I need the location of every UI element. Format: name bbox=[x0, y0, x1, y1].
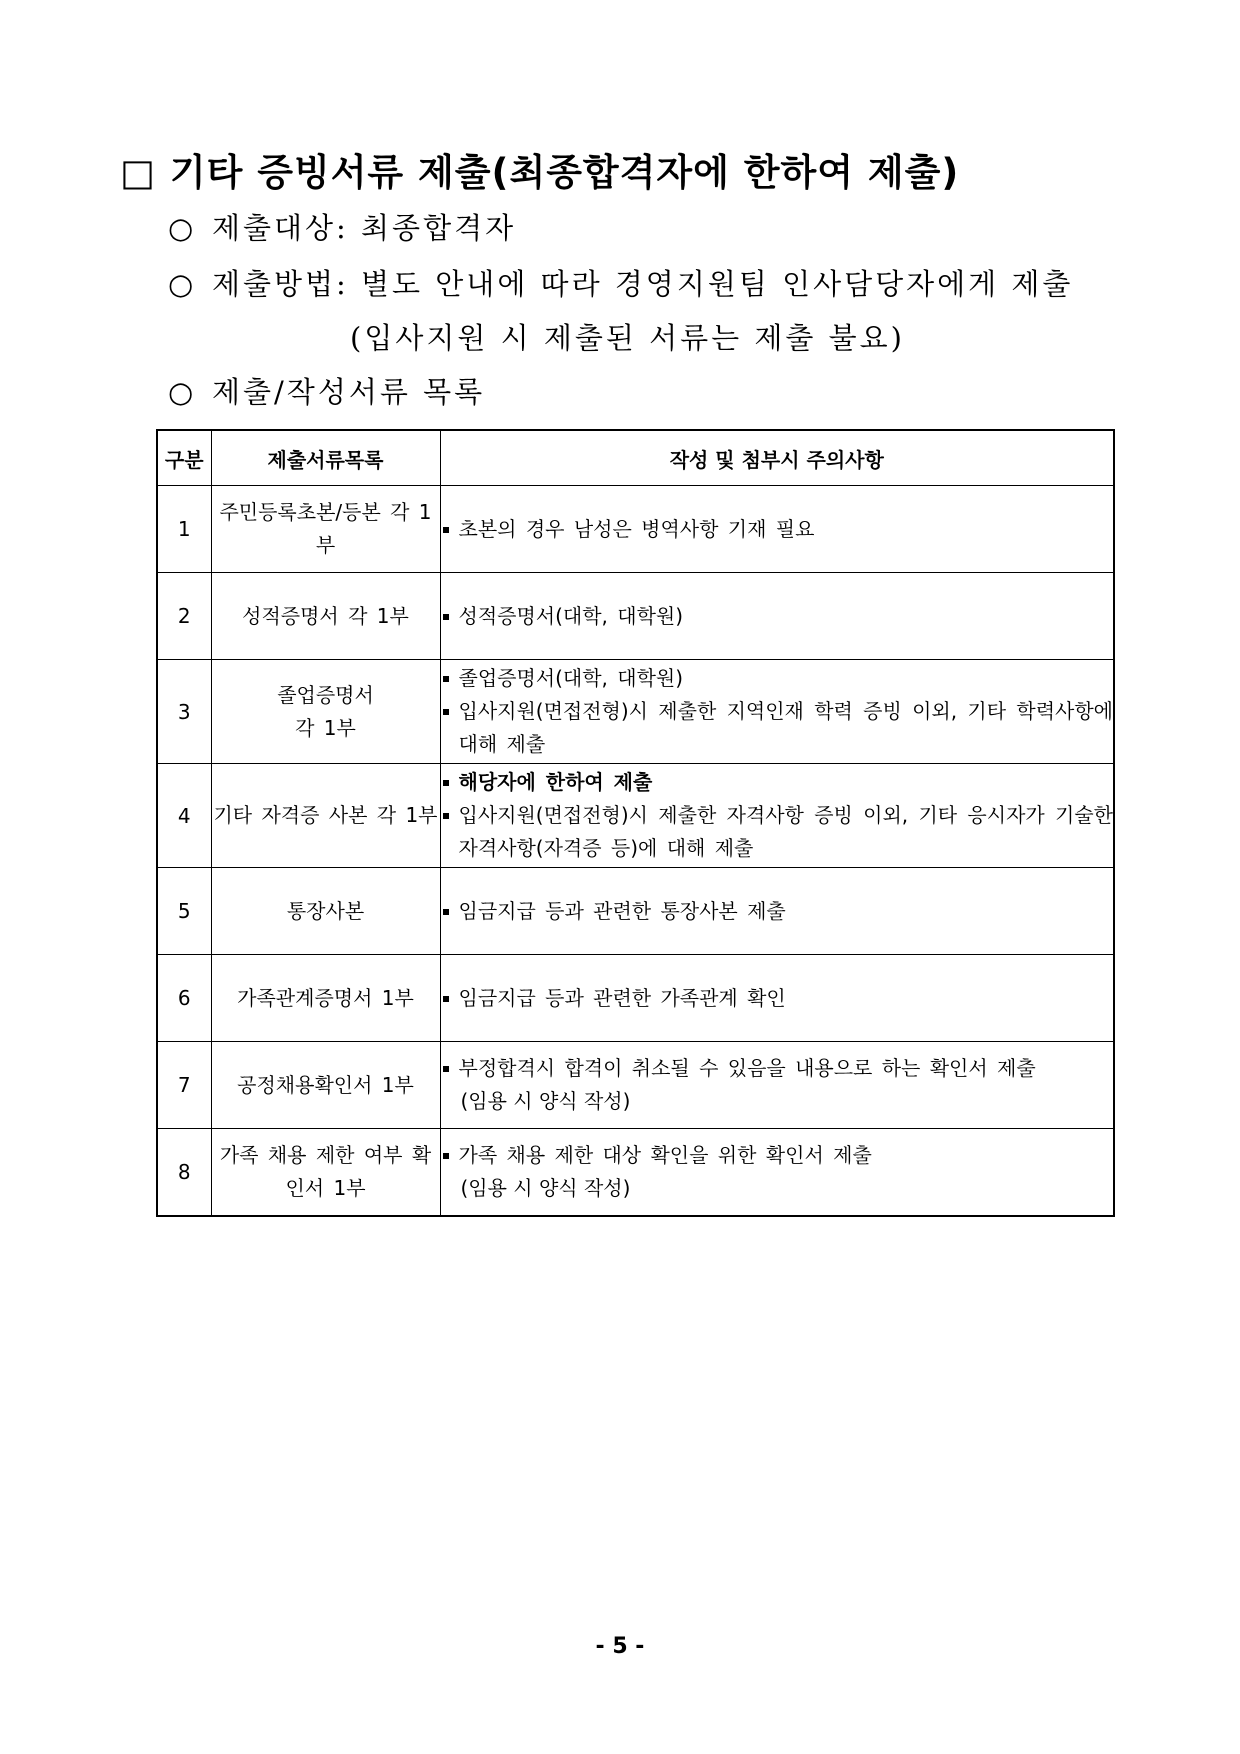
row-notes bbox=[440, 764, 1114, 868]
row-notes bbox=[440, 1129, 1114, 1216]
bullet-list bbox=[168, 370, 485, 411]
bullet-text: 제출대상: 최종합격자 bbox=[212, 211, 517, 245]
circle-bullet-icon: ○ bbox=[168, 267, 197, 301]
row-notes bbox=[440, 660, 1114, 764]
note-text: 부정합격시 합격이 취소될 수 있음을 내용으로 하는 확인서 제출 bbox=[458, 1056, 1036, 1080]
row-notes bbox=[440, 955, 1114, 1042]
table-row bbox=[157, 868, 1114, 955]
row-document: 기타 자격증 사본 각 1부 bbox=[211, 764, 440, 868]
header-notes: 작성 및 첨부시 주의사항 bbox=[440, 430, 1114, 486]
note-text: 초본의 경우 남성은 병역사항 기재 필요 bbox=[458, 516, 815, 541]
note-text: 해당자에 한하여 제출 bbox=[458, 770, 653, 794]
row-number: 8 bbox=[157, 1129, 211, 1216]
table-row bbox=[157, 486, 1114, 573]
note-subtext: (임용 시 양식 작성) bbox=[460, 1089, 631, 1113]
square-bullet-icon bbox=[443, 1066, 449, 1072]
table-row bbox=[157, 955, 1114, 1042]
row-number: 5 bbox=[157, 868, 211, 955]
header-category: 구분 bbox=[157, 430, 211, 486]
note-text: 성적증명서(대학, 대학원) bbox=[458, 603, 684, 628]
table-row bbox=[157, 660, 1114, 764]
table-header-row bbox=[157, 430, 1114, 486]
row-notes bbox=[440, 1042, 1114, 1129]
row-document: 공정채용확인서 1부 bbox=[211, 1042, 440, 1129]
square-bullet-icon bbox=[443, 780, 449, 786]
square-bullet-icon bbox=[443, 996, 449, 1002]
row-number: 1 bbox=[157, 486, 211, 573]
doc-line: 각 1부 bbox=[295, 715, 356, 740]
note-text: 입사지원(면접전형)시 제출한 자격사항 증빙 이외, 기타 응시자가 기술한 자격사항(자격증 등)에 대해 제출 bbox=[458, 803, 1113, 860]
row-number: 6 bbox=[157, 955, 211, 1042]
row-notes bbox=[440, 486, 1114, 573]
circle-bullet-icon: ○ bbox=[168, 211, 197, 245]
table-row bbox=[157, 764, 1114, 868]
circle-bullet-icon: ○ bbox=[168, 375, 197, 409]
row-document bbox=[211, 660, 440, 764]
square-bullet-icon bbox=[443, 813, 449, 819]
bullet-method bbox=[168, 262, 1073, 303]
header-document-list: 제출서류목록 bbox=[211, 430, 440, 486]
note-text: 졸업증명서(대학, 대학원) bbox=[458, 666, 684, 690]
note-text: 입사지원(면접전형)시 제출한 지역인재 학력 증빙 이외, 기타 학력사항에 대해 제출 bbox=[458, 699, 1113, 756]
row-notes bbox=[440, 868, 1114, 955]
note-subtext: (임용 시 양식 작성) bbox=[460, 1175, 631, 1200]
doc-line: 졸업증명서 bbox=[277, 682, 374, 707]
square-bullet-icon bbox=[443, 527, 449, 533]
bullet-text: 제출방법: 별도 안내에 따라 경영지원팀 인사담당자에게 제출 bbox=[212, 267, 1074, 301]
documents-table bbox=[156, 429, 1115, 1217]
row-document: 성적증명서 각 1부 bbox=[211, 573, 440, 660]
page-number: - 5 - bbox=[595, 1634, 645, 1659]
table-row bbox=[157, 1129, 1114, 1216]
row-number: 4 bbox=[157, 764, 211, 868]
row-document: 가족관계증명서 1부 bbox=[211, 955, 440, 1042]
square-bullet-icon bbox=[443, 676, 449, 682]
note-text: 임금지급 등과 관련한 가족관계 확인 bbox=[458, 985, 786, 1010]
note-text: 가족 채용 제한 대상 확인을 위한 확인서 제출 bbox=[458, 1142, 872, 1167]
bullet-text: 제출/작성서류 목록 bbox=[212, 375, 486, 409]
row-notes bbox=[440, 573, 1114, 660]
square-bullet-icon bbox=[443, 909, 449, 915]
square-bullet-icon bbox=[443, 614, 449, 620]
table-row bbox=[157, 573, 1114, 660]
bullet-target bbox=[168, 206, 516, 247]
row-number: 3 bbox=[157, 660, 211, 764]
square-bullet-icon bbox=[443, 709, 449, 715]
row-number: 7 bbox=[157, 1042, 211, 1129]
table-row bbox=[157, 1042, 1114, 1129]
row-number: 2 bbox=[157, 573, 211, 660]
note-text: 임금지급 등과 관련한 통장사본 제출 bbox=[458, 898, 786, 923]
row-document: 주민등록초본/등본 각 1부 bbox=[211, 486, 440, 573]
bullet-method-note: (입사지원 시 제출된 서류는 제출 불요) bbox=[350, 321, 905, 355]
square-bullet-icon bbox=[443, 1153, 449, 1159]
row-document: 가족 채용 제한 여부 확인서 1부 bbox=[211, 1129, 440, 1216]
section-title: □ 기타 증빙서류 제출(최종합격자에 한하여 제출) bbox=[120, 151, 960, 194]
row-document: 통장사본 bbox=[211, 868, 440, 955]
